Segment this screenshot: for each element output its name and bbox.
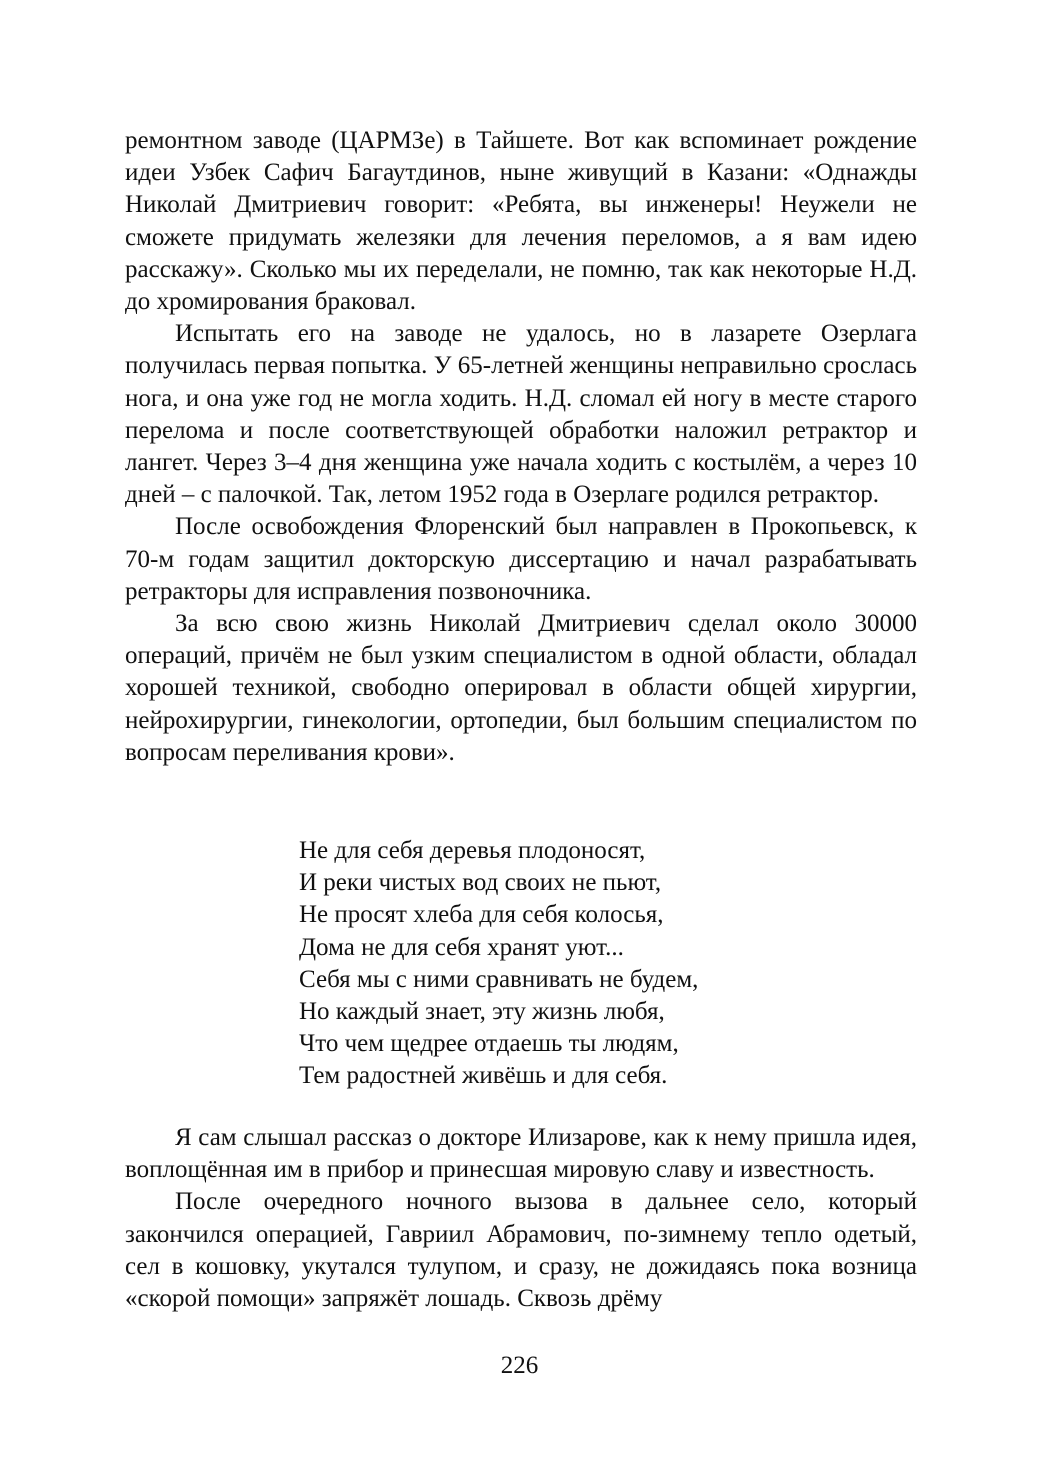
poem-line: Но каждый знает, эту жизнь любя, xyxy=(299,998,665,1026)
main-text-bottom xyxy=(125,1122,917,1315)
poem-line: Дома не для себя хранят уют... xyxy=(299,933,624,961)
poem xyxy=(299,835,859,1093)
poem-line: Не для себя деревья плодоносят, xyxy=(299,837,646,864)
paragraph: После очередного ночного вызова в дальнее село, который закончился операцией, Гавриил Абрамович, по-зимнему тепло одетый, сел в кошовку, укутался тулупом, и сразу, не дожидаясь пока возница «скорой помощи» запряжёт лошадь. Сквозь дрёму xyxy=(125,1188,917,1313)
paragraph: За всю свою жизнь Николай Дмитриевич сделал около 30000 операций, причём не был узким специалистом в одной области, обладал хорошей техникой, свободно оперировал в области общей хирургии, нейрохирургии, гинекологии, ортопедии, был большим специалистом по вопросам переливания крови». xyxy=(125,610,917,766)
paragraph-continued: ремонтном заводе (ЦАРМЗе) в Тайшете. Вот как вспоминает рождение идеи Узбек Сафич Багаутдинов, ныне живущий в Казани: «Однажды Николай Дмитриевич говорит: «Ребята, вы инженеры! Неужели не сможете придумать железяки для лечения переломов, а я вам идею расскажу». Сколько мы их переделали, не помню, так как некоторые Н.Д. до хромирования браковал. xyxy=(125,127,917,316)
poem-line: Тем радостней живёшь и для себя. xyxy=(299,1062,668,1090)
page-number: 226 xyxy=(500,1352,539,1379)
paragraph: Я сам слышал рассказ о докторе Илизарове, как к нему пришла идея, воплощённая им в прибор и принесшая мировую славу и известность. xyxy=(125,1124,917,1184)
poem-line: И реки чистых вод своих не пьют, xyxy=(299,869,662,897)
poem-line: Себя мы с ними сравнивать не будем, xyxy=(299,965,699,993)
main-text-top xyxy=(125,125,917,769)
paragraph: Испытать его на заводе не удалось, но в лазарете Озерлага получилась первая попытка. У 65-летней женщины неправильно срослась нога, и она уже год не могла ходить. Н.Д. сломал ей ногу в месте старого перелома и после соответствующей обработки наложил ретрактор и лангет. Через 3–4 дня женщина уже начала ходить с костылём, а через 10 дней – с палочкой. Так, летом 1952 года в Озерлаге родился ретрактор. xyxy=(125,320,917,509)
poem-line: Не просят хлеба для себя колосья, xyxy=(299,901,664,929)
poem-line: Что чем щедрее отдаешь ты людям, xyxy=(299,1030,679,1058)
paragraph: После освобождения Флоренский был направлен в Прокопьевск, к 70-м годам защитил докторскую диссертацию и начал разрабатывать ретракторы для исправления позвоночника. xyxy=(125,513,917,605)
